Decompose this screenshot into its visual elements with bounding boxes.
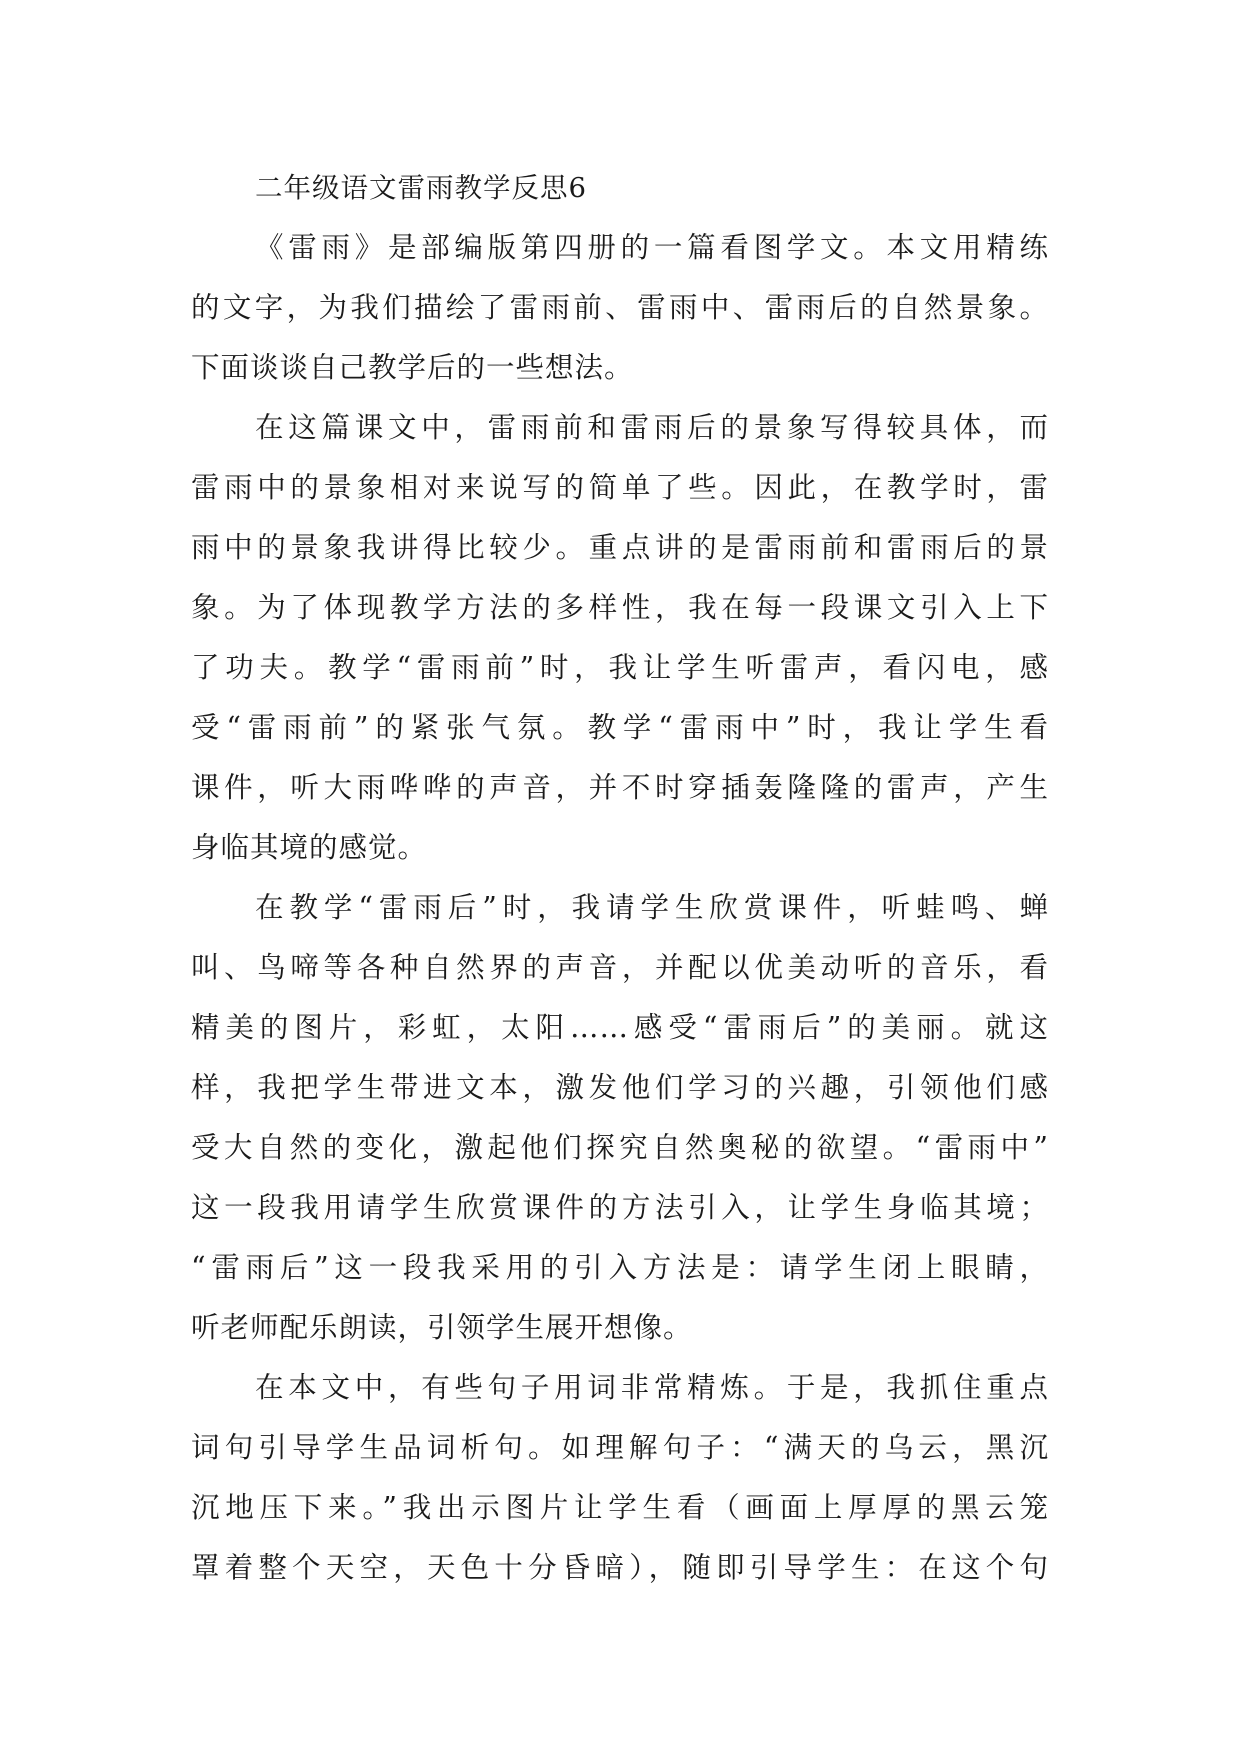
paragraph-line: 了功夫。教学“雷雨前”时，我让学生听雷声，看闪电，感 (191, 651, 1049, 684)
paragraph-line: 受“雷雨前”的紧张气氛。教学“雷雨中”时，我让学生看 (191, 711, 1049, 744)
paragraph-line: 下面谈谈自己教学后的一些想法。 (191, 351, 634, 384)
paragraph-line: 词句引导学生品词析句。如理解句子：“满天的乌云，黑沉 (191, 1431, 1049, 1464)
paragraph-line: 的文字，为我们描绘了雷雨前、雷雨中、雷雨后的自然景象。 (191, 291, 1049, 324)
paragraph-line: 雨中的景象我讲得比较少。重点讲的是雷雨前和雷雨后的景 (191, 531, 1049, 564)
paragraph-line: 在教学“雷雨后”时，我请学生欣赏课件，听蛙鸣、蝉 (255, 891, 1049, 924)
paragraph-line: 听老师配乐朗读，引领学生展开想像。 (191, 1311, 693, 1344)
paragraph-line: 《雷雨》是部编版第四册的一篇看图学文。本文用精练 (255, 231, 1049, 264)
paragraph-line: 雷雨中的景象相对来说写的简单了些。因此，在教学时，雷 (191, 471, 1049, 504)
paragraph-line: 样，我把学生带进文本，激发他们学习的兴趣，引领他们感 (191, 1071, 1049, 1104)
paragraph-line: 象。为了体现教学方法的多样性，我在每一段课文引入上下 (191, 591, 1049, 624)
paragraph-2 (191, 398, 1049, 878)
paragraph-line: 罩着整个天空，天色十分昏暗），随即引导学生：在这个句 (191, 1551, 1049, 1584)
document-body (191, 158, 1049, 1598)
paragraph-line: 精美的图片，彩虹，太阳……感受“雷雨后”的美丽。就这 (191, 1011, 1049, 1044)
paragraph-line: “雷雨后”这一段我采用的引入方法是：请学生闭上眼睛， (191, 1251, 1049, 1284)
paragraph-line: 沉地压下来。”我出示图片让学生看（画面上厚厚的黑云笼 (191, 1491, 1049, 1524)
document-title: 二年级语文雷雨教学反思6 (255, 172, 587, 204)
paragraph-line: 受大自然的变化，激起他们探究自然奥秘的欲望。“雷雨中” (191, 1131, 1049, 1164)
paragraph-1 (191, 218, 1049, 398)
paragraph-line: 身临其境的感觉。 (191, 831, 428, 864)
paragraph-4 (191, 1358, 1049, 1598)
paragraph-line: 在这篇课文中，雷雨前和雷雨后的景象写得较具体，而 (255, 411, 1049, 444)
paragraph-3 (191, 878, 1049, 1358)
paragraph-line: 这一段我用请学生欣赏课件的方法引入，让学生身临其境； (191, 1191, 1049, 1224)
paragraph-line: 叫、鸟啼等各种自然界的声音，并配以优美动听的音乐，看 (191, 951, 1049, 984)
paragraph-line: 在本文中，有些句子用词非常精炼。于是，我抓住重点 (255, 1371, 1049, 1404)
paragraph-line: 课件，听大雨哗哗的声音，并不时穿插轰隆隆的雷声，产生 (191, 771, 1049, 804)
